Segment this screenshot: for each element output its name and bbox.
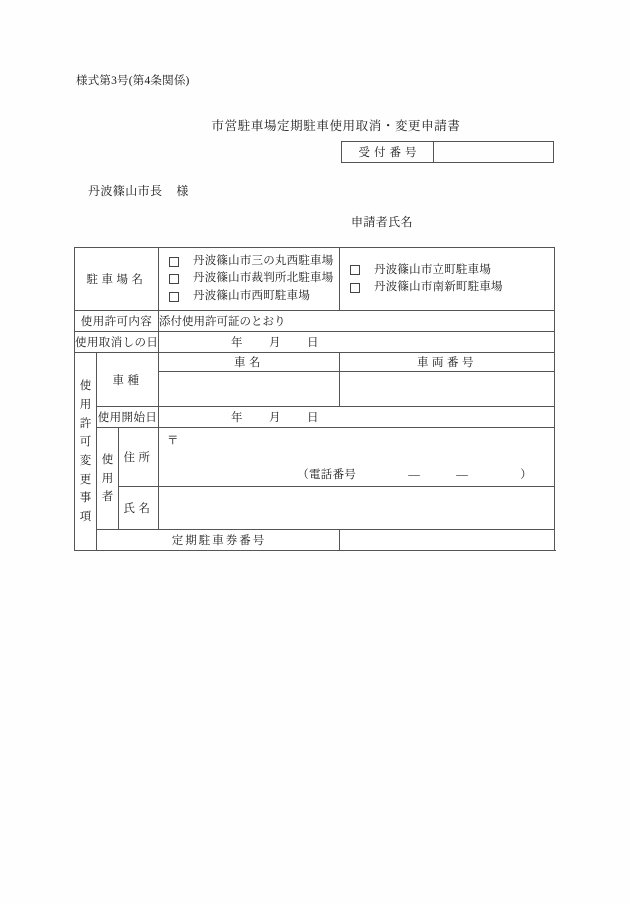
start-date-field[interactable] — [159, 407, 555, 428]
user-vertical-text-1: 使 — [101, 453, 114, 466]
checkbox-icon[interactable] — [169, 257, 179, 267]
vehicle-number-field[interactable] — [340, 372, 555, 407]
start-date-month: 月 — [269, 412, 281, 425]
table-row-pass-number — [75, 530, 555, 551]
telephone-dash-2: ― — [456, 469, 469, 482]
change-items-vertical-text-5: 変 — [79, 454, 92, 467]
table-row-start-date — [75, 407, 555, 428]
telephone-line[interactable] — [159, 466, 554, 486]
table-row-user-address — [75, 428, 555, 487]
checkbox-label: 丹波篠山市立町駐車場 — [374, 263, 492, 276]
vehicle-number-header: 車両番号 — [340, 353, 555, 372]
change-items-vertical-text-8: 項 — [79, 510, 92, 523]
checkbox-icon[interactable] — [169, 292, 179, 302]
checkbox-row[interactable] — [350, 279, 503, 296]
addressee-name: 丹波篠山市長 — [88, 184, 163, 198]
user-vertical-text-2: 用 — [101, 472, 114, 485]
addressee-honorific: 様 — [176, 184, 189, 198]
checkbox-label: 丹波篠山市三の丸西駐車場 — [193, 255, 334, 267]
change-items-vertical-text-2: 用 — [79, 399, 92, 412]
address-field[interactable] — [159, 428, 555, 487]
addressee — [88, 182, 189, 199]
change-items-vertical-text-7: 事 — [79, 492, 92, 505]
applicant-name-label: 申請者氏名 — [351, 215, 414, 229]
parking-lot-options-right — [340, 248, 555, 311]
form-code: 様式第3号(第4条関係) — [76, 75, 190, 87]
checkbox-row[interactable] — [350, 262, 503, 279]
telephone-open: （電話番号 — [297, 469, 357, 482]
cancel-date-label: 使用取消しの日 — [75, 332, 159, 353]
vehicle-name-field[interactable] — [159, 372, 340, 407]
checkbox-row[interactable] — [169, 270, 333, 287]
permit-content-label: 使用許可内容 — [75, 311, 159, 332]
table-row-cancel-date — [75, 332, 555, 353]
cancel-date-month: 月 — [269, 337, 281, 350]
vehicle-name-header: 車名 — [159, 353, 340, 372]
page-title: 市営駐車場定期駐車使用取消・変更申請書 — [211, 119, 461, 133]
postal-mark-icon: 〒 — [167, 435, 179, 448]
user-vertical-text-3: 者 — [101, 491, 114, 504]
checkbox-icon[interactable] — [350, 265, 360, 275]
vehicle-type-label: 車種 — [97, 353, 159, 407]
telephone-dash-1: ― — [408, 469, 421, 482]
cancel-date-year: 年 — [231, 337, 243, 350]
user-name-label: 氏名 — [119, 487, 159, 530]
receipt-number-box — [341, 141, 554, 163]
address-label: 住所 — [119, 428, 159, 487]
table-row-parking-lot — [75, 248, 555, 311]
change-items-vertical-label — [75, 353, 97, 551]
table-row-permit-content — [75, 311, 555, 332]
checkbox-label: 丹波篠山市南新町駐車場 — [374, 281, 503, 294]
receipt-number-label: 受付番号 — [342, 142, 434, 162]
checkbox-label: 丹波篠山市裁判所北駐車場 — [193, 272, 334, 285]
pass-number-field[interactable] — [340, 530, 555, 551]
user-vertical-label — [97, 428, 119, 530]
pass-number-label: 定期駐車券番号 — [97, 530, 340, 551]
parking-lot-options-left — [159, 248, 340, 311]
cancel-date-field[interactable] — [159, 332, 555, 353]
application-table — [74, 247, 555, 551]
start-date-year: 年 — [231, 412, 243, 425]
checkbox-label: 丹波篠山市西町駐車場 — [193, 289, 311, 302]
change-items-vertical-text-3: 許 — [79, 417, 92, 430]
change-items-vertical-text-1: 使 — [79, 380, 92, 393]
checkbox-row[interactable] — [169, 253, 333, 270]
parking-lot-label: 駐車場名 — [75, 248, 159, 311]
start-date-day: 日 — [307, 412, 319, 425]
user-name-field[interactable] — [159, 487, 555, 530]
receipt-number-field[interactable] — [434, 142, 553, 162]
checkbox-icon[interactable] — [169, 274, 179, 284]
checkbox-row[interactable] — [169, 288, 333, 305]
table-row-user-name — [75, 487, 555, 530]
table-row-vehicle-header — [75, 353, 555, 372]
checkbox-icon[interactable] — [350, 283, 360, 293]
change-items-vertical-text-6: 更 — [79, 473, 92, 486]
start-date-label: 使用開始日 — [97, 407, 159, 428]
permit-content-value: 添付使用許可証のとおり — [159, 311, 555, 332]
change-items-vertical-text-4: 可 — [79, 436, 92, 449]
cancel-date-day: 日 — [307, 337, 319, 350]
telephone-close: ） — [520, 469, 533, 482]
